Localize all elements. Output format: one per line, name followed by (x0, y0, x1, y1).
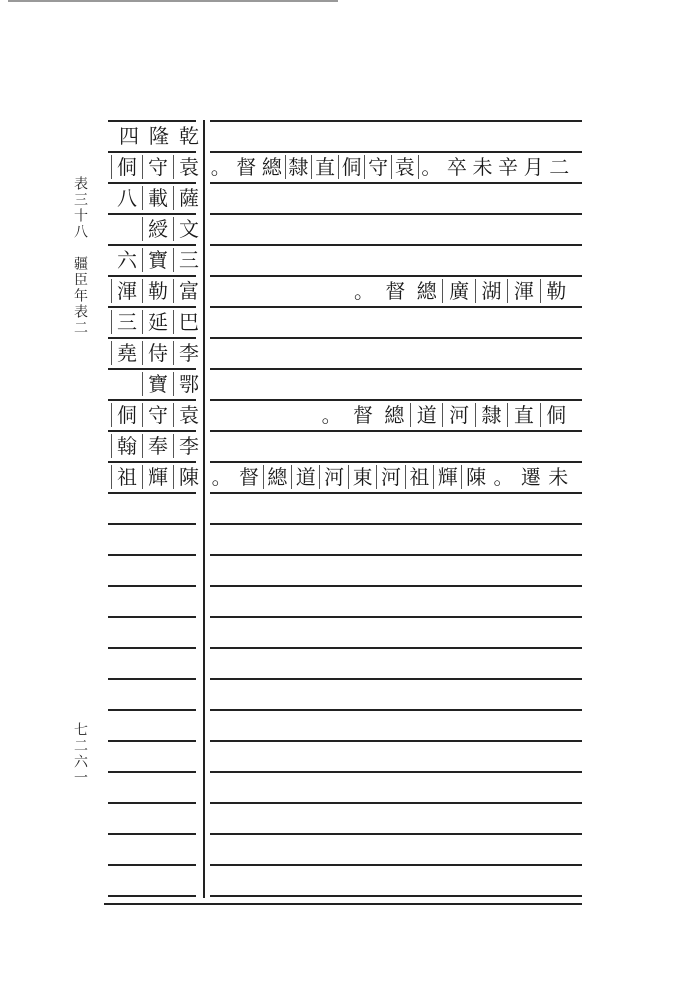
right-char: 守 (364, 155, 391, 179)
left-cell (108, 307, 204, 337)
left-char: 渾 (111, 279, 142, 303)
right-char: 遷 (520, 465, 541, 489)
right-char: 陳 (461, 465, 489, 489)
left-char: 勒 (142, 279, 173, 303)
left-cell (108, 214, 204, 244)
left-char: 侍 (142, 341, 173, 365)
right-cell (208, 307, 572, 337)
right-cell (208, 338, 572, 368)
right-char: 隸 (285, 155, 312, 179)
right-char: 總 (263, 465, 291, 489)
row-rule-right (210, 895, 582, 897)
margin-title: 表三十八 疆臣年表二 (72, 176, 88, 336)
row-rule-right (210, 554, 582, 556)
row-rule-left (108, 492, 196, 494)
row-rule-left (108, 678, 196, 680)
right-char: 督 (236, 155, 257, 179)
right-char: 。 (418, 155, 445, 179)
right-cell (208, 214, 572, 244)
left-char: 富 (173, 279, 204, 303)
row-rule-right (210, 492, 582, 494)
left-char: 奉 (142, 434, 173, 458)
row-rule-right (210, 523, 582, 525)
left-char: 三 (111, 310, 142, 334)
row-rule-right (210, 833, 582, 835)
right-char: 輝 (433, 465, 461, 489)
left-cell (108, 369, 204, 399)
left-char: 綬 (142, 217, 173, 241)
left-char: 四 (119, 124, 139, 148)
right-char: 總 (261, 155, 282, 179)
right-char: 。 (210, 155, 231, 179)
left-char: 八 (117, 186, 137, 210)
row-rule-right (210, 771, 582, 773)
left-char: 載 (142, 186, 173, 210)
right-char: 。 (211, 465, 232, 489)
left-cell (108, 338, 204, 368)
left-char: 輝 (142, 465, 173, 489)
right-char: 祖 (405, 465, 433, 489)
left-char: 李 (173, 434, 204, 458)
row-rule-right (210, 616, 582, 618)
row-rule-right (210, 647, 582, 649)
right-char: 直 (507, 403, 539, 427)
right-char: 辛 (498, 155, 519, 179)
left-cell (108, 183, 204, 213)
right-char: 未 (548, 465, 569, 489)
right-cell (208, 400, 572, 430)
right-cell (208, 121, 572, 151)
right-char: 袁 (391, 155, 418, 179)
row-rule-right (210, 709, 582, 711)
right-char: 河 (442, 403, 474, 427)
left-char: 延 (142, 310, 173, 334)
left-cell (108, 276, 204, 306)
row-rule-left (108, 740, 196, 742)
left-char: 薩 (173, 186, 204, 210)
row-rule-left (108, 802, 196, 804)
row-rule-right (210, 740, 582, 742)
left-cell (108, 152, 204, 182)
left-char: 乾 (179, 124, 199, 148)
row-rule-left (108, 647, 196, 649)
right-char: 總 (416, 279, 437, 303)
right-char: 。 (321, 403, 342, 427)
left-char: 侗 (111, 155, 142, 179)
left-char: 文 (173, 217, 204, 241)
right-char: 侗 (338, 155, 365, 179)
right-char: 。 (353, 279, 374, 303)
row-rule-right (210, 585, 582, 587)
right-cell (208, 183, 572, 213)
row-rule-left (108, 864, 196, 866)
row-rule-left (108, 833, 196, 835)
right-char: 督 (385, 279, 406, 303)
row-rule-left (108, 616, 196, 618)
row-rule-left (108, 895, 196, 897)
right-cell (208, 245, 572, 275)
right-char: 湖 (475, 279, 507, 303)
right-char: 月 (523, 155, 544, 179)
right-cell (208, 462, 572, 492)
row-rule-left (108, 523, 196, 525)
left-char: 袁 (173, 155, 204, 179)
table-column-divider (203, 120, 205, 898)
right-char: 卒 (446, 155, 467, 179)
left-cell (108, 121, 204, 151)
left-char: 陳 (173, 465, 204, 489)
right-char: 廣 (442, 279, 474, 303)
left-char: 隆 (149, 124, 169, 148)
left-char: 翰 (111, 434, 142, 458)
left-char: 堯 (111, 341, 142, 365)
right-char: 直 (311, 155, 338, 179)
right-cell (208, 152, 572, 182)
left-char: 祖 (111, 465, 142, 489)
right-char: 河 (376, 465, 404, 489)
right-char: 道 (410, 403, 442, 427)
right-char: 渾 (507, 279, 539, 303)
left-char: 守 (142, 403, 173, 427)
right-cell (208, 431, 572, 461)
right-char: 二 (549, 155, 570, 179)
right-cell (208, 369, 572, 399)
row-rule-left (108, 585, 196, 587)
left-char: 寶 (142, 372, 173, 396)
left-char: 李 (173, 341, 204, 365)
row-rule-right (210, 678, 582, 680)
left-char: 守 (142, 155, 173, 179)
left-char: 侗 (111, 403, 142, 427)
left-char: 寶 (142, 248, 173, 272)
left-cell (108, 462, 204, 492)
right-char: 東 (348, 465, 376, 489)
row-rule-left (108, 709, 196, 711)
left-char: 袁 (173, 403, 204, 427)
left-cell (108, 245, 204, 275)
right-char: 督 (352, 403, 373, 427)
left-cell (108, 400, 204, 430)
right-char: 總 (384, 403, 405, 427)
top-edge-rule (8, 0, 338, 2)
right-char: 勒 (540, 279, 572, 303)
left-char: 鄂 (173, 372, 204, 396)
left-char: 巴 (173, 310, 204, 334)
page-number: 七二六一 (72, 722, 88, 786)
table-bottom-rule (104, 903, 582, 905)
row-rule-right (210, 864, 582, 866)
row-rule-right (210, 802, 582, 804)
left-char: 六 (117, 248, 137, 272)
right-cell (208, 276, 572, 306)
right-char: 河 (319, 465, 347, 489)
row-rule-left (108, 771, 196, 773)
right-char: 。 (493, 465, 514, 489)
right-char: 隸 (475, 403, 507, 427)
left-char: 三 (173, 248, 204, 272)
right-char: 未 (472, 155, 493, 179)
right-char: 督 (239, 465, 259, 489)
row-rule-left (108, 554, 196, 556)
right-char: 侗 (540, 403, 572, 427)
left-cell (108, 431, 204, 461)
right-char: 道 (291, 465, 319, 489)
